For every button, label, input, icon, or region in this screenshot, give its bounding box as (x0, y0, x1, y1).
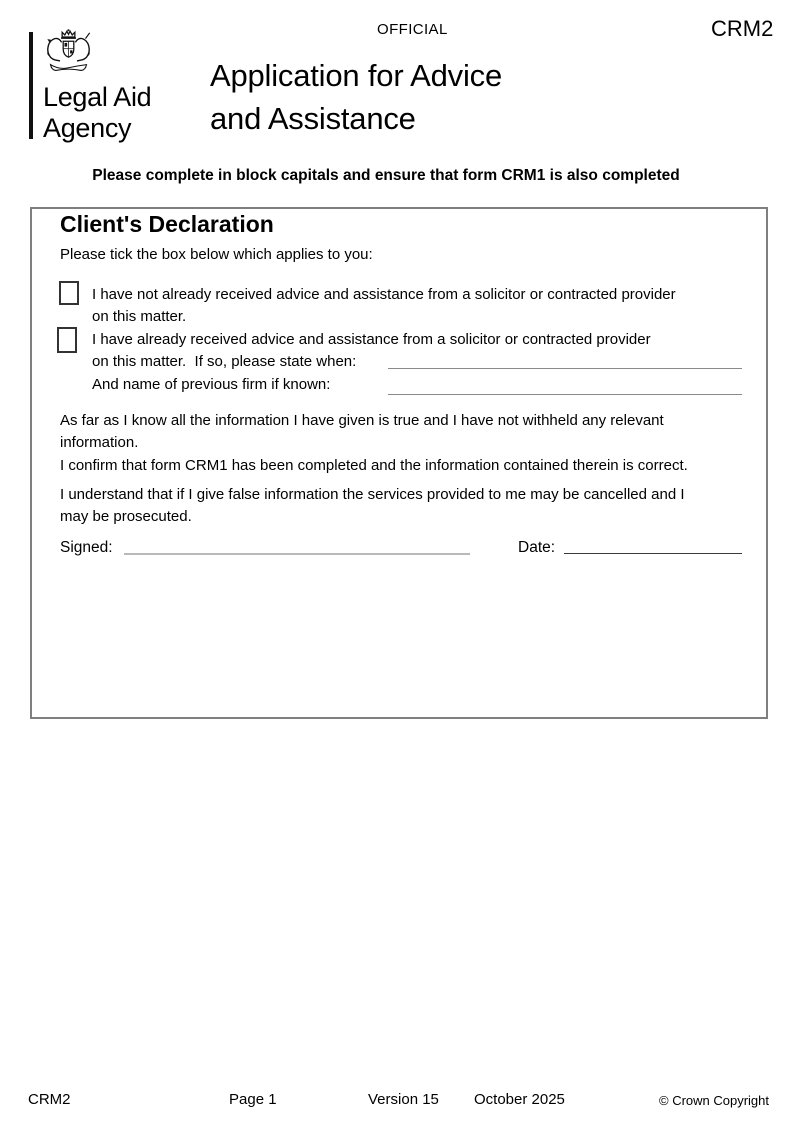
footer-version: Version 15 (368, 1091, 439, 1108)
checkbox-not-received[interactable] (59, 281, 79, 305)
footer-page-number: Page 1 (229, 1091, 277, 1108)
option-already-received-line2: on this matter. If so, please state when: (92, 352, 357, 370)
declaration-heading: Client's Declaration (60, 211, 274, 237)
royal-crest-icon (42, 28, 95, 80)
statement-truth-line1: As far as I know all the information I have given is true and I have not withheld any relevant (60, 412, 664, 429)
page-title-line2: and Assistance (210, 101, 416, 136)
signed-field[interactable] (124, 538, 470, 555)
date-label: Date: (518, 539, 556, 556)
option-not-received-line1: I have not already received advice and assistance from a solicitor or contracted provider (92, 286, 676, 303)
option-not-received-label (92, 284, 676, 327)
page-title-line1: Application for Advice (210, 58, 502, 93)
state-when-field[interactable] (388, 353, 742, 369)
logo-text-line1: Legal Aid (43, 82, 152, 112)
statement-truth (60, 410, 664, 453)
logo-vertical-bar (29, 32, 33, 139)
option-already-received-line1: I have already received advice and assistance from a solicitor or contracted provider (92, 331, 651, 348)
footer-form-code: CRM2 (28, 1091, 71, 1108)
checkbox-already-received[interactable] (57, 327, 77, 353)
logo-text-line2: Agency (43, 113, 132, 143)
footer-date: October 2025 (474, 1091, 565, 1108)
signed-label: Signed: (60, 539, 113, 556)
statement-false-info-line2: may be prosecuted. (60, 507, 192, 525)
page-title (210, 54, 502, 140)
declaration-intro: Please tick the box below which applies to you: (60, 246, 373, 263)
form-code-header: CRM2 (711, 16, 774, 41)
previous-firm-label: And name of previous firm if known: (92, 376, 331, 393)
statement-false-info-line1: I understand that if I give false information the services provided to me may be cancelled and I (60, 486, 685, 503)
footer-copyright: © Crown Copyright (659, 1093, 770, 1108)
option-not-received-line2: on this matter. (92, 307, 187, 325)
completion-instruction: Please complete in block capitals and ensure that form CRM1 is also completed (92, 167, 680, 184)
statement-crm1: I confirm that form CRM1 has been completed and the information contained therein is correct. (60, 457, 688, 474)
classification-label: OFFICIAL (377, 21, 448, 38)
statement-truth-line2: information. (60, 433, 139, 451)
statement-false-info (60, 484, 685, 527)
previous-firm-field[interactable] (388, 379, 742, 395)
date-field[interactable] (564, 538, 742, 554)
